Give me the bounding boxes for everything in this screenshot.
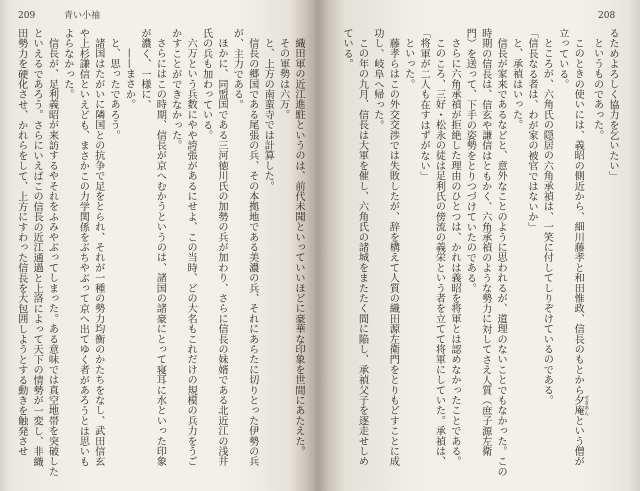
ruby-base: 夕庵 (572, 395, 584, 416)
text-column-with-ruby (570, 28, 589, 486)
text-column: ところが、六角氏の隠居の六角承禎は、一笑に付してしりぞけているのである。 (541, 38, 553, 406)
text-column: 「将軍が二人も在すはずがない」 (418, 28, 430, 181)
text-column: ——まさか。 (123, 48, 135, 110)
text-column: というものであった。 (591, 38, 603, 141)
text-column: さらに六角承禎が拒絶した理由のひとつは、かれは義昭を将軍とは認めなかったことである。 (448, 38, 460, 467)
text-column: 織田軍の近江進駐というのは、前代未聞といっていいほどに豪華な印象を世間にあたえた。 (293, 38, 304, 457)
page-number-right: 208 (598, 11, 616, 21)
text-column: と、承禎はいった。 (510, 38, 522, 130)
text-column: といった。 (402, 38, 414, 90)
text-column: 功し、岐阜へ帰った。 (371, 28, 383, 130)
ruby-annotation (572, 395, 590, 416)
text-column: 時期の信長は、信玄や謙信はともかく、六角承禎のような勢力に対してさえ人質（庶子源左衛 (479, 28, 491, 457)
page-right-body (343, 28, 620, 486)
text-column: といえるであろう。さらにいえばこの信長の近江通過と上洛によって天下の情勢が一変し、非織 (31, 28, 43, 467)
text-column: が、主力である。 (231, 28, 243, 110)
text-column: ている。 (341, 28, 353, 69)
text-column: と、思ったであろう。 (108, 38, 120, 141)
text-column: ほかに、同盟国である三河徳川氏の加勢の兵が加わり、さらに信長の妹婿である北近江の浅井 (215, 38, 227, 467)
text-column: 信長が家来であるなどと、意外なことのように思われるが、道理のないことでもなかった。この (495, 38, 507, 477)
text-column: この年の九月、信長は大軍を催し、六角氏の諸城をまたたく間に陥し、承禎父子を逐走せしめ (356, 38, 368, 467)
text-column: 六万という兵数にやや誇張があるにせよ、この当時、どの大名もこれだけの規模の兵力をうご (185, 38, 197, 467)
text-segment: このときの使いには、義昭の側近から、細川藤孝と和田惟政、信長のもとから (572, 38, 584, 396)
text-column: よらなかった。 (61, 28, 73, 100)
text-column: や上杉謙信といえども、まさかこの力学関係をぶちやぶって京へ出てゆく者があろうとは思いも (77, 28, 89, 467)
ruby-text: せきあん (583, 395, 590, 416)
text-column: 藤孝らはこの外交交渉では失敗したが、辞を構えて人質の織田源左衛門をとりもどすことに成 (387, 38, 399, 467)
text-column: 信長の郷国である尾張の兵、その本拠地である美濃の兵、それにあらたに切りとった伊勢の兵 (246, 38, 258, 467)
text-column: その軍勢は六万。 (277, 38, 289, 120)
text-column: と、上方の南蛮寺では計算した。 (262, 38, 274, 192)
text-column: が濃く、一様に、 (138, 28, 150, 110)
page-left-body (13, 28, 306, 486)
text-column: 「信長なる者は、わが家の被官ではないか」 (525, 28, 537, 232)
running-title: 青い小袖 (64, 11, 101, 21)
text-column: るためよろしく協力を乞いたい」 (607, 28, 618, 181)
text-column: 信長が、足利義昭が来訪するやそれをふみやぶってしまった。ある意味では真空地帯を突破した (46, 38, 58, 477)
text-column: 田勢力を硬化させ、かれらをして、上方にすわった信長を大包囲しようとする動きを触発させ (15, 28, 27, 457)
text-segment: という僧が (572, 415, 584, 467)
text-column: さらにはこの時期、信長が京へむかうというのは、諸国の諸豪にとって寝耳に水といった印象 (154, 38, 166, 467)
text-column: 諸国はたがいに隣国との抗争で足をとられ、それが一種の勢力均衡のかたちをなし、武田信玄 (92, 38, 104, 467)
text-column: かすことができなかった。 (169, 28, 181, 151)
text-column: このころ、三好・松永の徒は足利氏の傍流の義栄という者を立てて将軍にしていた。承禎は、 (433, 38, 445, 467)
page-number-left: 209 (18, 11, 36, 21)
text-column: 氏の兵も加わっている。 (200, 28, 212, 141)
text-column: 門）を送って、下手の姿勢をとりつづけていたのである。 (464, 28, 476, 294)
text-column: 立っている。 (556, 28, 568, 90)
